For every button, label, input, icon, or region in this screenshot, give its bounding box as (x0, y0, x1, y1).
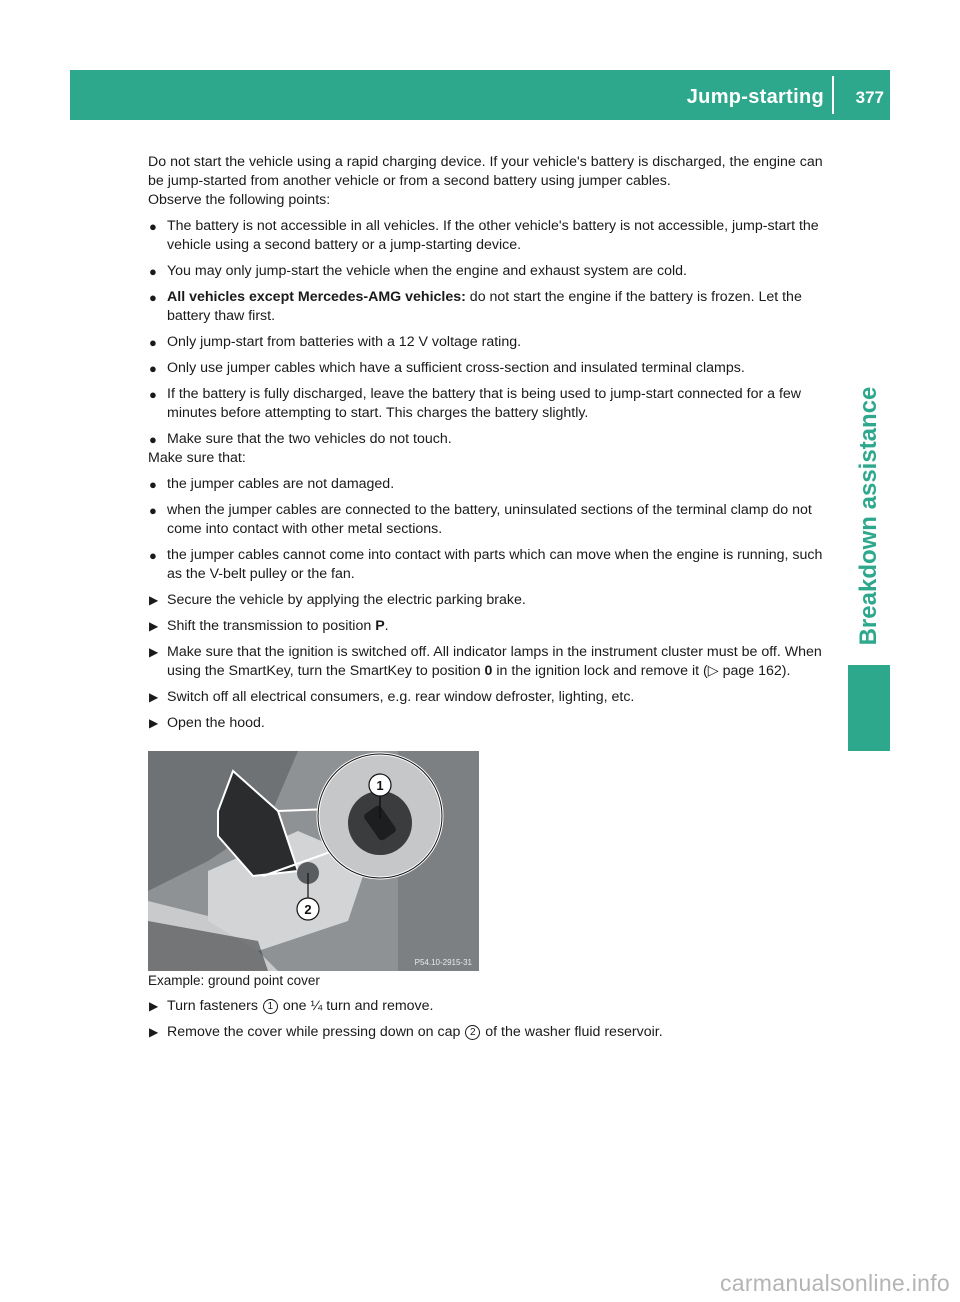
figure-code: P54.10-2915-31 (414, 958, 472, 967)
bullet-item: ● the jumper cables are not damaged. (149, 476, 395, 492)
action-step: ▶ Switch off all electrical consumers, e.g. rear window defroster, lighting, etc. (149, 689, 635, 705)
action-step: ▶ Remove the cover while pressing down on cap 2 of the washer fluid reservoir. (149, 1024, 663, 1040)
action-step: ▶ Make sure that the ignition is switched off. All indicator lamps in the instrument cluster must be off. When using the SmartKey, turn the SmartKey to position 0 in the ignition lock and remove it (▷ page 162). (149, 644, 822, 679)
bullet-item: ● Only use jumper cables which have a sufficient cross-section and insulated terminal clamps. (149, 360, 745, 376)
callout-number-2: 2 (465, 1025, 480, 1040)
intro-paragraph: Do not start the vehicle using a rapid charging device. If your vehicle's battery is discharged, the engine can be jump-started from another vehicle or from a second battery using jumper cables. (148, 154, 823, 189)
action-step: ▶ Open the hood. (149, 715, 265, 731)
action-step: ▶ Turn fasteners 1 one ¼ turn and remove. (149, 998, 434, 1014)
figure-caption: Example: ground point cover (148, 973, 320, 988)
bullet-marker: ● (149, 387, 157, 402)
page-header (70, 70, 890, 120)
header-divider (832, 76, 834, 114)
bullet-marker: ● (149, 264, 157, 279)
action-arrow-icon: ▶ (149, 999, 159, 1013)
watermark: carmanualsonline.info (719, 1270, 950, 1296)
bullet-marker: ● (149, 548, 157, 563)
section-title: Jump-starting (686, 86, 824, 108)
bullet-marker: ● (149, 361, 157, 376)
page-reference-arrow-icon: ▷ (707, 663, 723, 679)
callout-1: 1 (376, 778, 384, 793)
observe-heading: Observe the following points: (148, 192, 331, 208)
main-content (148, 153, 833, 1042)
action-step: ▶ Secure the vehicle by applying the electric parking brake. (149, 592, 526, 608)
bullet-item: ● Only jump-start from batteries with a 12 V voltage rating. (149, 334, 522, 350)
page-number: 377 (855, 88, 884, 107)
action-arrow-icon: ▶ (149, 619, 159, 633)
bullet-marker: ● (149, 290, 157, 305)
bullet-item: ● the jumper cables cannot come into contact with parts which can move when the engine is running, such as the V-belt pulley or the fan. (149, 547, 823, 582)
bold-lead: All vehicles except Mercedes-AMG vehicles: (167, 289, 466, 305)
action-step: ▶ Shift the transmission to position P. (149, 618, 389, 634)
action-arrow-icon: ▶ (149, 716, 159, 730)
action-arrow-icon: ▶ (149, 1025, 159, 1039)
callout-2: 2 (304, 902, 312, 917)
bullet-item: ● All vehicles except Mercedes-AMG vehicles: do not start the engine if the battery is frozen. Let the battery thaw first. (149, 289, 802, 324)
bullet-marker: ● (149, 432, 157, 447)
bullet-marker: ● (149, 503, 157, 518)
chapter-tab (848, 665, 890, 751)
action-arrow-icon: ▶ (149, 645, 159, 659)
bullet-marker: ● (149, 477, 157, 492)
bullet-item: ● when the jumper cables are connected to the battery, uninsulated sections of the terminal clamp do not come into contact with other metal sections. (149, 502, 812, 537)
page-reference-link[interactable]: page 162 (722, 663, 782, 679)
bullet-item: ● The battery is not accessible in all vehicles. If the other vehicle's battery is not accessible, jump-start the vehicle using a second battery or a jump-starting device. (149, 218, 819, 253)
make-sure-heading: Make sure that: (148, 450, 246, 466)
action-arrow-icon: ▶ (149, 593, 159, 607)
bullet-item: ● Make sure that the two vehicles do not touch. (149, 431, 452, 447)
ground-point-cover-photo (148, 751, 479, 971)
action-arrow-icon: ▶ (149, 690, 159, 704)
bullet-marker: ● (149, 219, 157, 234)
bullet-item: ● You may only jump-start the vehicle when the engine and exhaust system are cold. (149, 263, 687, 279)
bullet-marker: ● (149, 335, 157, 350)
chapter-label: Breakdown assistance (855, 386, 882, 646)
bullet-item: ● If the battery is fully discharged, leave the battery that is being used to jump-start connected for a few minutes before attempting to start. This charges the battery slightly. (149, 386, 802, 421)
callout-number-1: 1 (263, 999, 278, 1014)
